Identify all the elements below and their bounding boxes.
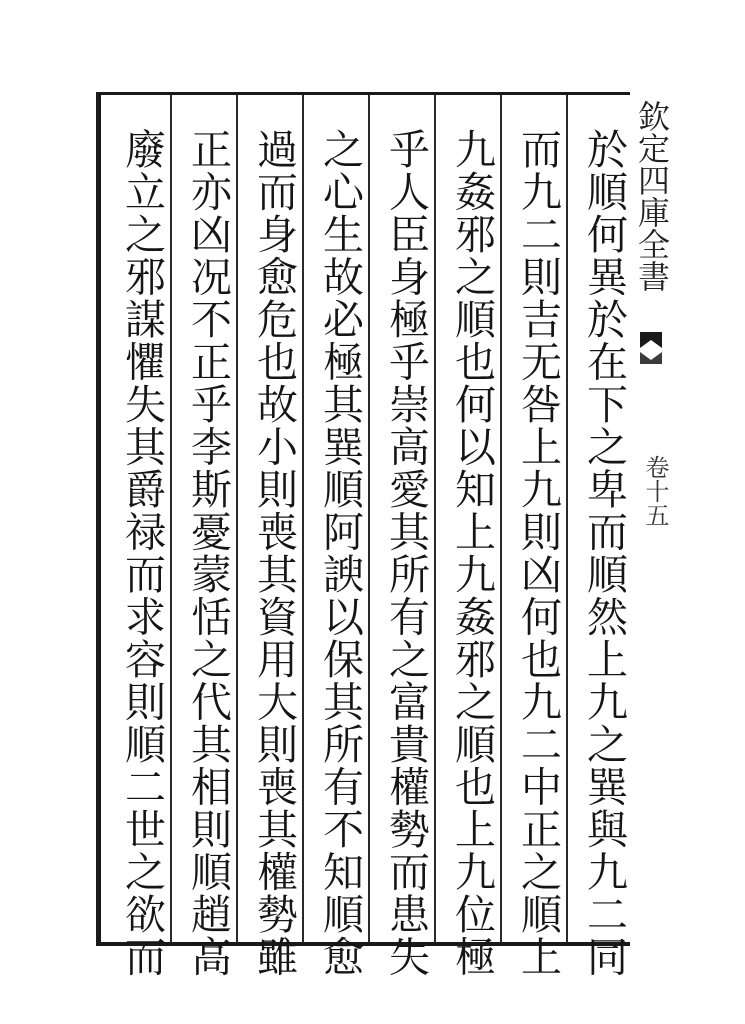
text-column-1: 於順何異於在下之卑而順然上九之巽與九二同: [580, 128, 628, 978]
fish-tail-mark: [638, 328, 664, 368]
text-column-2: 而九二則吉无咎上九則凶何也九二中正之順上: [514, 128, 562, 978]
text-column-3: 九姦邪之順也何以知上九姦邪之順也上九位極: [448, 128, 496, 978]
text-column-7: 正亦凶况不正乎李斯憂蒙恬之代其相則順趙高: [184, 128, 232, 978]
text-column-6: 過而身愈危也故小則喪其資用大則喪其權勢雖: [250, 128, 298, 978]
text-column-5: 之心生故必極其巽順阿諛以保其所有不知順愈: [316, 128, 364, 978]
book-title: 欽定四庫全書: [633, 100, 671, 292]
text-column-8: 廢立之邪謀懼失其爵禄而求容則順二世之欲而: [118, 128, 166, 978]
text-column-4: 乎人臣身極乎崇高愛其所有之富貴權勢而患失: [382, 128, 430, 978]
volume-label: 卷十五: [641, 455, 669, 527]
